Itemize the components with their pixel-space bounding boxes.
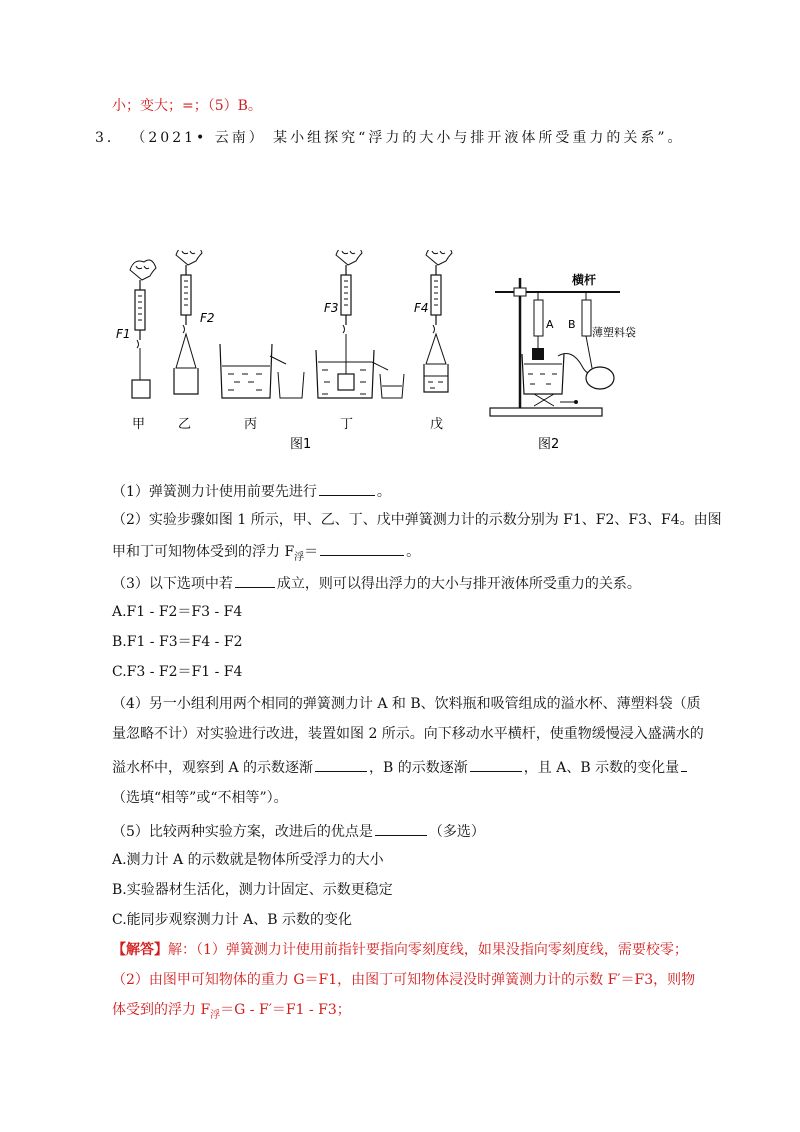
part-4-blank-1[interactable] (315, 756, 367, 772)
part-2-line-2 (112, 540, 712, 568)
part-3-option-b: B.F1 - F3＝F4 - F2 (112, 634, 243, 650)
part-5-option-b: B.实验器材生活化，测力计固定、示数更稳定 (112, 882, 393, 898)
figure-2-apparatus (490, 272, 636, 416)
part-4-line-2: 量忽略不计）对实验进行改进，装置如图 2 所示。向下移动水平横杆，使重物缓慢浸入盛满水的 (112, 726, 704, 742)
figure-1-caption: 图1 (290, 437, 312, 452)
part-4-line-3 (112, 756, 712, 778)
part-4-text-c: ，且 A、B 示数的变化量 (523, 760, 680, 776)
part-3-end: 成立，则可以得出浮力的大小与排开液体所受重力的关系。 (276, 576, 641, 592)
answer-tag: 【解答】 (112, 942, 168, 958)
answer-text-3: 体受到的浮力 F (112, 1002, 211, 1018)
answer-line-1 (112, 940, 732, 960)
answer-text-3-end: ＝G - F′＝F1 - F3； (220, 1002, 351, 1018)
part-1-text: （1）弹簧测力计使用前要先进行 (112, 484, 317, 500)
label-gauge-b: B (568, 318, 576, 331)
answer-line-3 (112, 1000, 732, 1026)
force-label-f3: F3 (324, 301, 339, 315)
part-5 (112, 820, 712, 842)
part-2-text: 甲和丁可知物体受到的浮力 F (112, 544, 295, 560)
setup-bing (220, 344, 304, 432)
answer-line-2: （2）由图甲可知物体的重力 G＝F1，由图丁可知物体浸没时弹簧测力计的示数 F′＝F3，则物 (112, 972, 696, 988)
setup-yi (174, 250, 215, 432)
part-4-blank-2[interactable] (470, 756, 522, 772)
part-2-blank[interactable] (320, 540, 404, 556)
part-2-line-1: （2）实验步骤如图 1 所示，甲、乙、丁、戊中弹簧测力计的示数分别为 F1、F2、F3、F4。由图 (112, 512, 722, 528)
part-3 (112, 572, 712, 594)
part-5-option-c: C.能同步观察测力计 A、B 示数的变化 (112, 912, 352, 928)
answer-text-1: 解：（1）弹簧测力计使用前指针要指向零刻度线，如果没指向零刻度线，需要校零； (168, 942, 688, 958)
label-wu: 戊 (430, 417, 444, 432)
question-3-header (95, 128, 735, 148)
figure-2-caption: 图2 (538, 437, 560, 452)
part-4-text-b: ，B 的示数逐渐 (369, 760, 468, 776)
part-5-text: （5）比较两种实验方案，改进后的优点是 (112, 824, 373, 840)
question-source: （2021• 云南） (131, 130, 266, 146)
label-gauge-a: A (546, 318, 554, 331)
part-3-blank[interactable] (235, 572, 275, 588)
label-horizontal-bar: 横杆 (572, 273, 597, 287)
part-2-eq: ＝ (304, 544, 319, 560)
part-2-end: 。 (406, 544, 421, 560)
label-plastic-bag: 薄塑料袋 (592, 326, 636, 339)
part-3-option-a: A.F1 - F2＝F3 - F4 (112, 604, 243, 620)
setup-jia (116, 260, 156, 432)
part-5-end: （多选） (428, 824, 485, 840)
previous-answer: 小；变大；=；（5）B。 (112, 98, 262, 114)
answer-sub: 浮 (210, 1009, 221, 1021)
part-3-option-c: C.F3 - F2＝F1 - F4 (112, 664, 243, 680)
setup-wu (414, 250, 452, 432)
setup-ding (316, 250, 404, 432)
part-4-text-a: 溢水杯中，观察到 A 的示数逐渐 (112, 760, 314, 776)
question-number: 3． (95, 130, 124, 146)
label-ding: 丁 (340, 417, 354, 432)
force-label-f4: F4 (414, 301, 429, 315)
part-4-line-4: （选填“相等”或“不相等”）。 (112, 790, 288, 806)
part-4-blank-3[interactable] (681, 756, 687, 772)
part-5-option-a: A.测力计 A 的示数就是物体所受浮力的大小 (112, 852, 384, 868)
force-label-f1: F1 (116, 327, 131, 341)
label-bing: 丙 (244, 417, 258, 432)
part-2-sub: 浮 (294, 551, 305, 563)
part-4-line-1: （4）另一小组利用两个相同的弹簧测力计 A 和 B、饮料瓶和吸管组成的溢水杯、薄塑料袋（质 (112, 696, 701, 712)
experiment-figure (110, 250, 720, 460)
question-stem: 某小组探究“浮力的大小与排开液体所受重力的关系”。 (273, 130, 685, 146)
part-1-blank[interactable] (319, 480, 375, 496)
force-label-f2: F2 (200, 311, 215, 325)
part-3-text: （3）以下选项中若 (112, 576, 233, 592)
part-5-blank[interactable] (375, 820, 427, 836)
part-1 (112, 480, 712, 502)
label-jia: 甲 (132, 417, 146, 432)
label-yi: 乙 (178, 417, 192, 432)
part-1-end: 。 (376, 484, 391, 500)
